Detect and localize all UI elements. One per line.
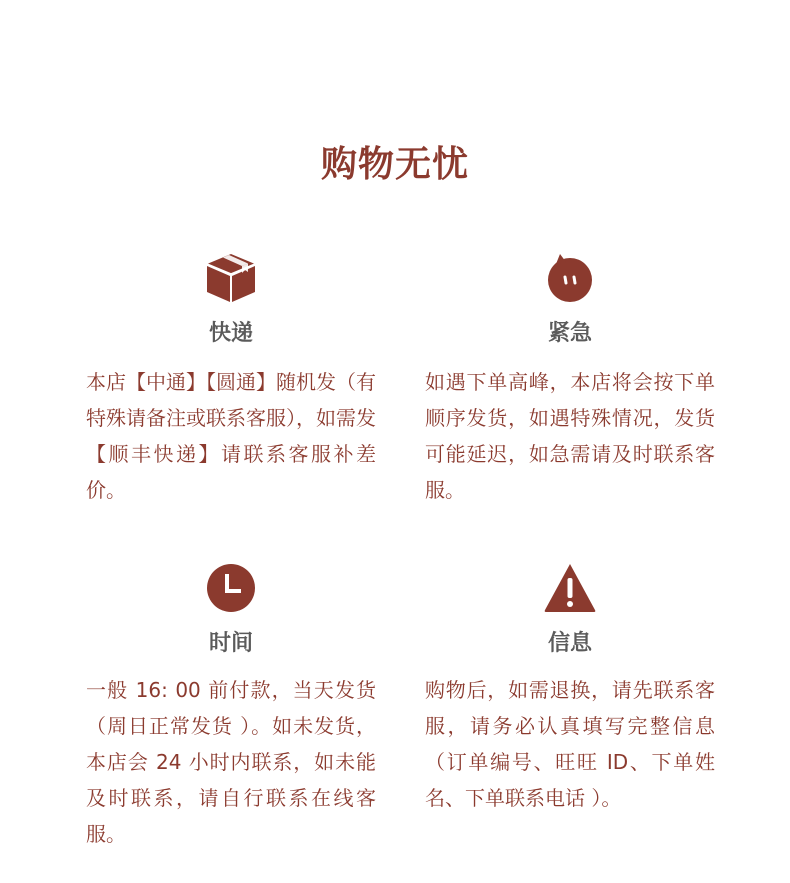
card-text: 如遇下单高峰，本店将会按下单顺序发货，如遇特殊情况，发货可能延迟，如急需请及时联系客服。 bbox=[425, 370, 715, 502]
page-title: 购物无忧 bbox=[320, 144, 469, 185]
card-text: 本店【中通】【圆通】随机发（有特殊请备注或联系客服），如需发【顺丰快递】请联系客服补差价。 bbox=[86, 370, 376, 502]
card-heading: 信息 bbox=[547, 631, 592, 656]
clock-icon bbox=[203, 560, 259, 616]
box-icon bbox=[203, 250, 259, 306]
card-heading: 时间 bbox=[208, 631, 253, 656]
card-text: 一般 16: 00 前付款，当天发货（周日正常发货 ）。如未发货，本店会 24 小时内联系，如未能及时联系，请自行联系在线客服。 bbox=[86, 678, 376, 846]
warning-icon bbox=[542, 560, 598, 616]
card-heading: 紧急 bbox=[547, 321, 592, 346]
card-text: 购物后，如需退换，请先联系客服，请务必认真填写完整信息（订单编号、旺旺 ID、下单姓名、下单联系电话 ）。 bbox=[425, 678, 715, 810]
card-heading: 快递 bbox=[208, 321, 253, 346]
chat-bubble-icon bbox=[542, 250, 598, 306]
